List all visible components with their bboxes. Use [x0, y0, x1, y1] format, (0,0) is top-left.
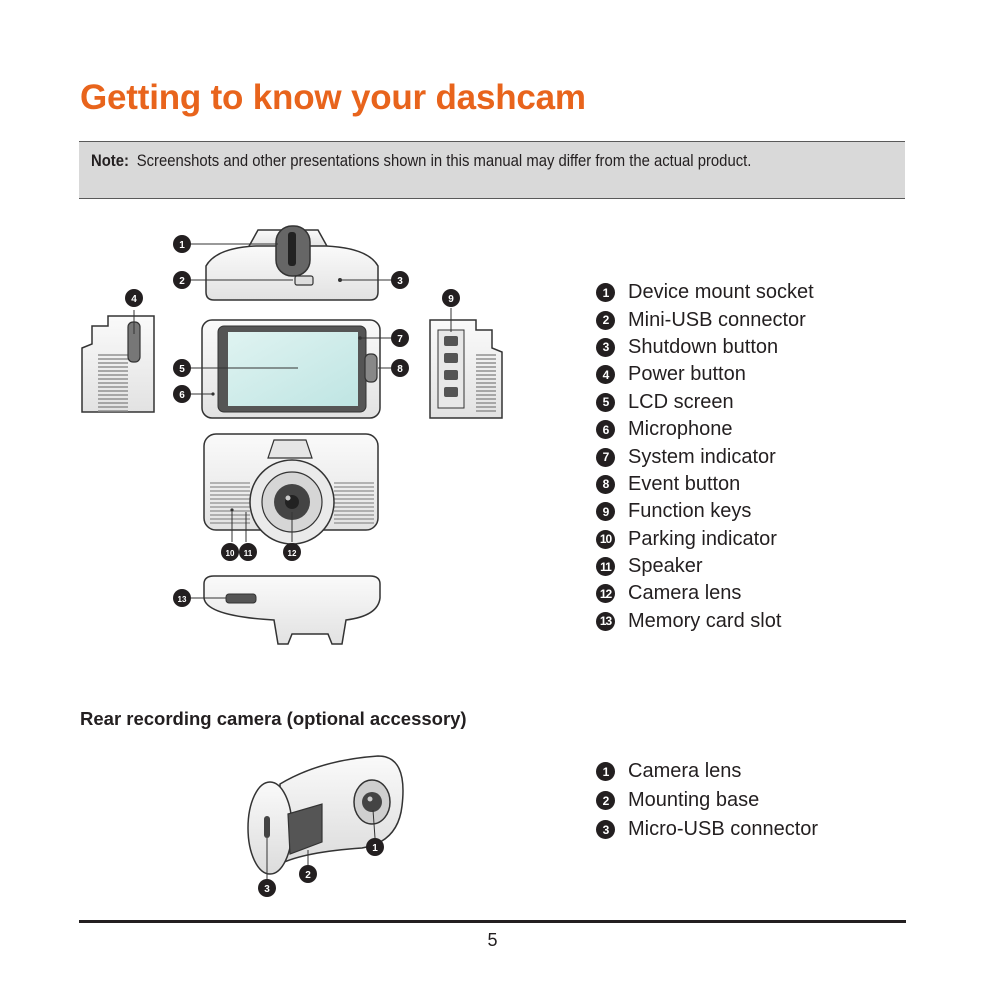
callout-4-num: 4 — [131, 294, 137, 305]
list-item — [596, 498, 814, 525]
callout-7-num: 7 — [397, 334, 403, 345]
part-number: 5 — [596, 393, 615, 412]
callout-12-num: 12 — [287, 549, 297, 558]
part-label: Mini-USB connector — [628, 308, 806, 331]
parking-indicator — [230, 508, 233, 511]
part-number: 8 — [596, 475, 615, 494]
list-item — [596, 786, 818, 815]
callout-6-num: 6 — [179, 390, 185, 401]
part-label: Event button — [628, 472, 741, 495]
list-item — [596, 526, 814, 553]
callout-5-num: 5 — [179, 364, 185, 375]
dashcam-parts-list — [596, 279, 814, 635]
part-number: 13 — [596, 612, 615, 631]
note-text: Screenshots and other presentations shown in this manual may differ from the actual product. — [136, 152, 752, 170]
callout-13-num: 13 — [177, 595, 187, 604]
screen-view — [190, 320, 392, 418]
part-number: 3 — [596, 820, 615, 839]
list-item — [596, 389, 814, 416]
callout-1-num: 1 — [179, 240, 185, 251]
bottom-view — [190, 576, 380, 644]
callout-9-num: 9 — [448, 294, 454, 305]
list-item — [596, 443, 814, 470]
mini-usb-port — [295, 276, 313, 285]
part-number: 12 — [596, 584, 615, 603]
part-number: 1 — [596, 762, 615, 781]
part-label: Camera lens — [628, 582, 742, 605]
part-number: 10 — [596, 530, 615, 549]
memory-card-slot — [226, 594, 256, 603]
speaker — [210, 480, 250, 524]
part-label: Device mount socket — [628, 281, 814, 304]
top-view — [190, 226, 392, 300]
rear-callout-3-num: 3 — [264, 884, 270, 895]
list-item — [596, 815, 818, 844]
part-label: Parking indicator — [628, 527, 777, 550]
list-item — [596, 334, 814, 361]
part-number: 1 — [596, 283, 615, 302]
list-item — [596, 361, 814, 388]
footer-divider — [79, 920, 906, 923]
dashcam-illustration — [78, 222, 508, 662]
shutdown-button — [338, 278, 342, 282]
list-item — [596, 279, 814, 306]
part-label: Memory card slot — [628, 609, 782, 632]
list-item — [596, 553, 814, 580]
part-label: LCD screen — [628, 390, 734, 413]
function-key-4 — [444, 387, 458, 397]
part-number: 9 — [596, 502, 615, 521]
part-label: Camera lens — [628, 760, 742, 782]
right-side-view — [430, 308, 502, 418]
callout-2-num: 2 — [179, 276, 185, 287]
rear-camera-heading: Rear recording camera (optional accessory) — [80, 708, 467, 729]
list-item — [596, 471, 814, 498]
part-label: Power button — [628, 363, 746, 386]
list-item — [596, 416, 814, 443]
page-title: Getting to know your dashcam — [80, 78, 586, 117]
rear-camera-parts-list — [596, 757, 818, 844]
list-item — [596, 757, 818, 786]
callout-8-num: 8 — [397, 364, 403, 375]
function-key-3 — [444, 370, 458, 380]
part-number: 11 — [596, 557, 615, 576]
rear-callout-1-num: 1 — [372, 843, 378, 854]
part-number: 2 — [596, 311, 615, 330]
part-label: Speaker — [628, 555, 703, 578]
list-item — [596, 306, 814, 333]
callout-11-num: 11 — [243, 549, 253, 558]
callout-3-num: 3 — [397, 276, 403, 287]
part-label: Function keys — [628, 500, 752, 523]
lcd-screen — [228, 332, 358, 406]
rear-camera-lens — [362, 792, 382, 812]
part-label: Micro-USB connector — [628, 818, 819, 840]
part-label: Shutdown button — [628, 335, 779, 358]
rear-callout-2-num: 2 — [305, 870, 311, 881]
part-label: Microphone — [628, 418, 733, 441]
rear-camera-illustration — [240, 750, 420, 900]
list-item — [596, 580, 814, 607]
function-key-1 — [444, 336, 458, 346]
event-button — [365, 354, 377, 382]
part-label: System indicator — [628, 445, 776, 468]
page-number: 5 — [487, 930, 498, 950]
part-number: 4 — [596, 365, 615, 384]
part-label: Mounting base — [628, 789, 760, 811]
part-number: 3 — [596, 338, 615, 357]
part-number: 2 — [596, 791, 615, 810]
note-label: Note: — [91, 152, 129, 170]
function-key-2 — [444, 353, 458, 363]
part-number: 6 — [596, 420, 615, 439]
micro-usb-port — [264, 816, 270, 838]
callout-10-num: 10 — [225, 549, 235, 558]
front-view — [204, 434, 378, 544]
note-box — [79, 141, 905, 199]
left-side-view — [82, 310, 154, 412]
list-item — [596, 608, 814, 635]
part-number: 7 — [596, 448, 615, 467]
